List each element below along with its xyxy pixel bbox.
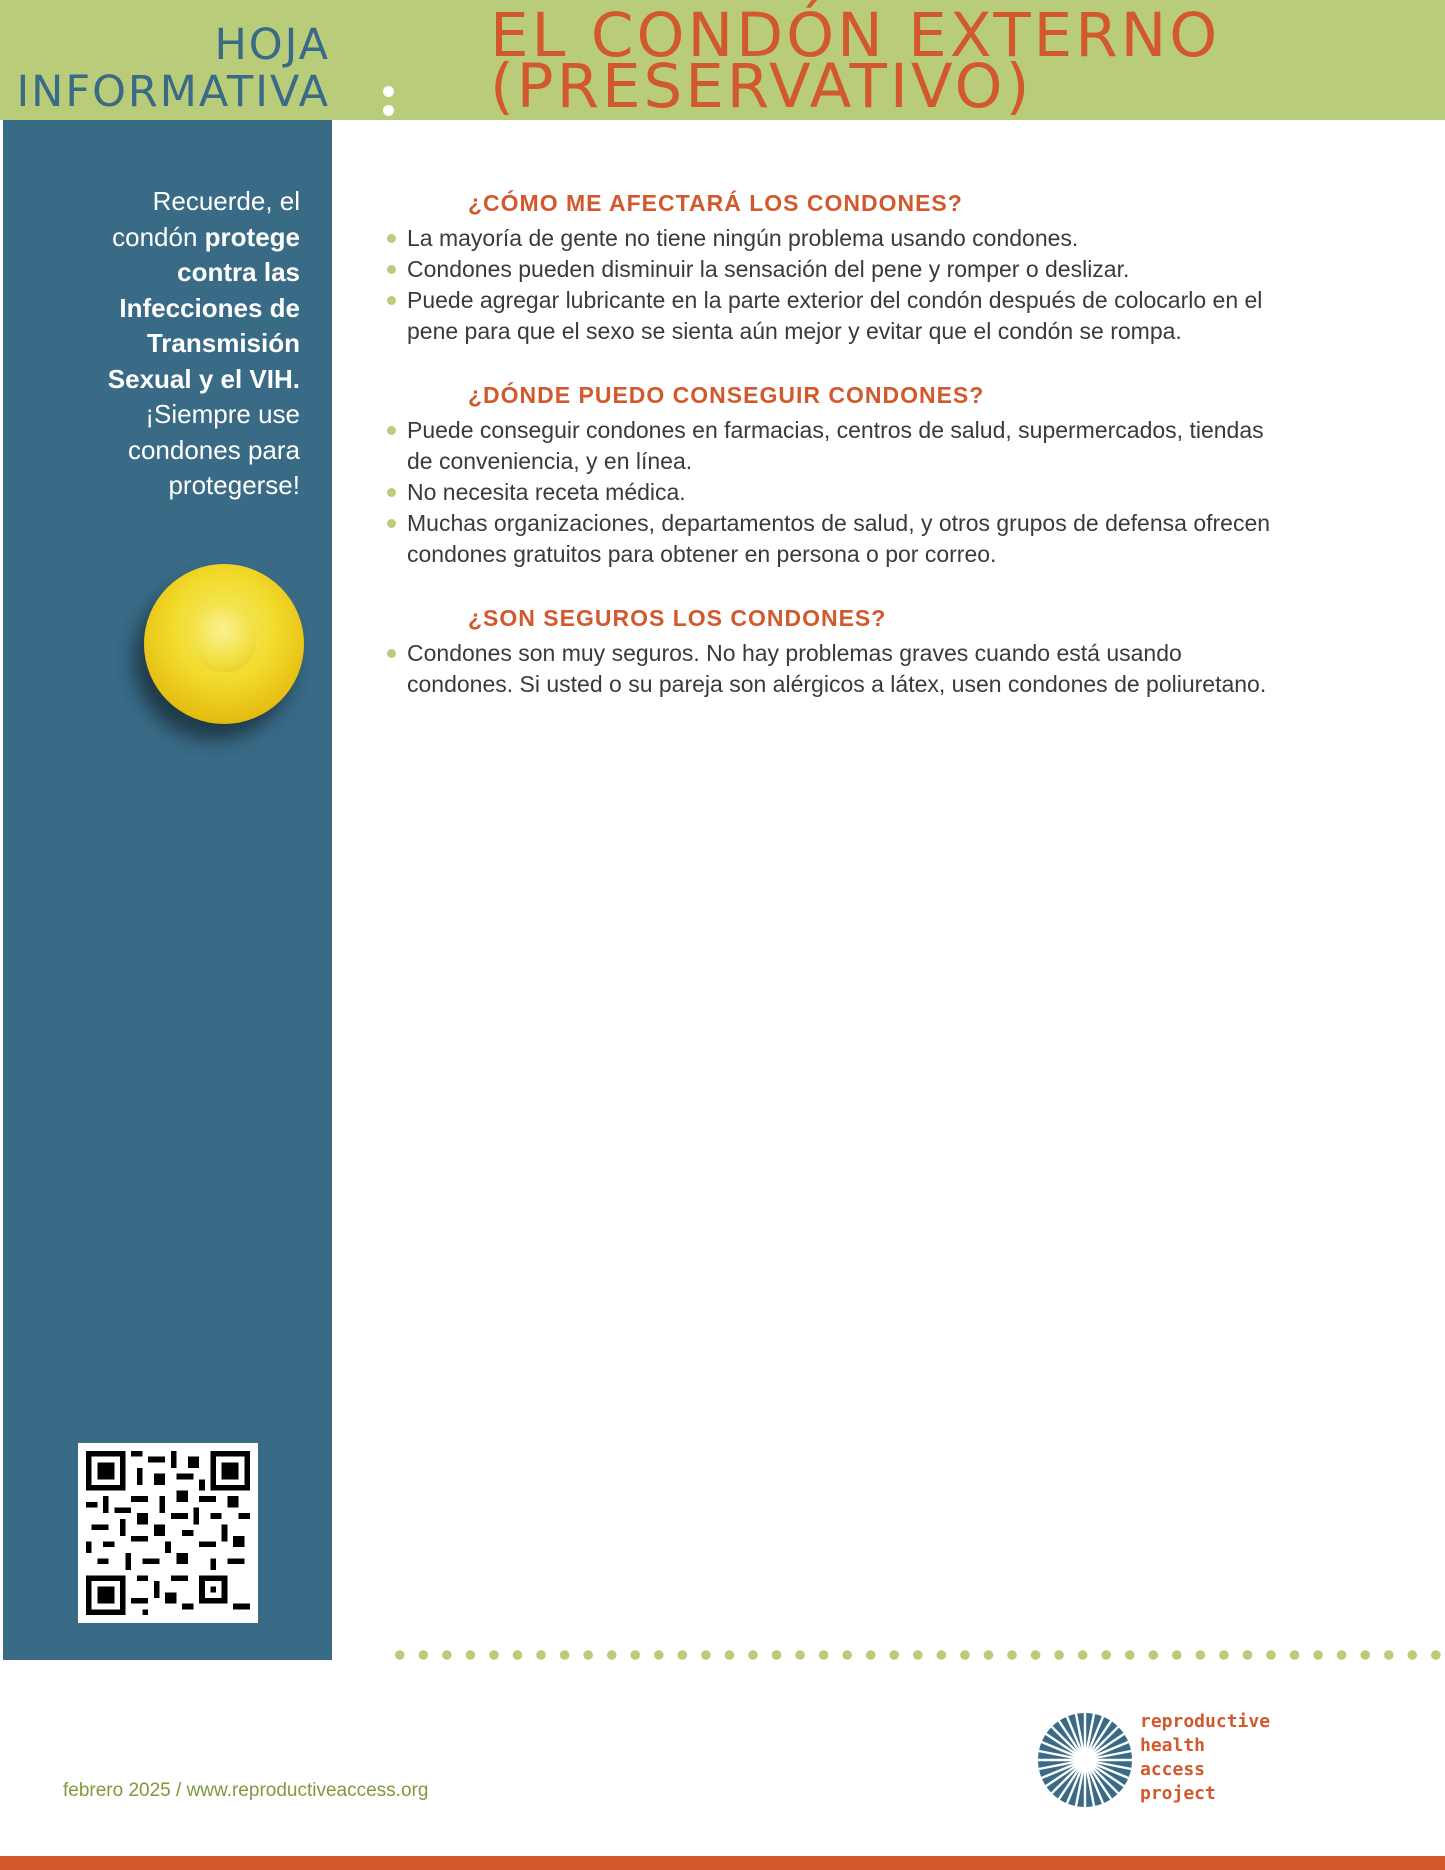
sidebar-message-line: condones para — [127, 434, 300, 465]
section-title: ¿DÓNDE PUEDO CONSEGUIR CONDONES? — [468, 382, 985, 408]
list-item: Condones son muy seguros. No hay problemas graves cuando está usando condones. Si usted o su pareja son alérgicos a látex, usen condones de poliuretano. — [385, 638, 1285, 700]
qr-code-icon — [86, 1451, 250, 1615]
colon-separator — [381, 74, 395, 118]
title-line1: EL CONDÓN EXTERNO — [490, 0, 1221, 71]
sidebar-message-line: Recuerde, el — [152, 186, 300, 216]
main-content — [385, 188, 1285, 733]
doc-type-label — [16, 22, 330, 116]
logo-line: project — [1140, 1783, 1216, 1804]
sidebar-message-line: ¡Siempre use — [145, 399, 300, 429]
dotted-divider — [388, 1649, 1445, 1661]
page-title — [490, 0, 1221, 122]
logo-line: health — [1140, 1735, 1206, 1756]
list-item: Condones pueden disminuir la sensación del pene y romper o deslizar. — [385, 254, 1285, 285]
sidebar-message — [40, 184, 300, 504]
sidebar-message-line: Transmisión — [146, 328, 300, 358]
section-title: ¿CÓMO ME AFECTARÁ LOS CONDONES? — [468, 190, 963, 216]
section-are-safe — [385, 603, 1285, 700]
sidebar-message-line: Sexual y el VIH. — [107, 363, 300, 394]
list-item: Muchas organizaciones, departamentos de salud, y otros grupos de defensa ofrecen condones gratuitos para obtener en persona o por correo. — [385, 508, 1285, 570]
doc-type-line2: INFORMATIVA — [16, 67, 330, 117]
logo-line: access — [1140, 1759, 1206, 1780]
section-how-affect — [385, 188, 1285, 347]
sidebar-message-line: condón protege — [112, 221, 300, 252]
qr-code[interactable] — [78, 1443, 258, 1623]
bullet-list — [385, 415, 1285, 570]
sidebar-message-line: protegerse! — [168, 470, 300, 500]
sidebar-message-line: Infecciones de — [119, 292, 300, 323]
list-item: La mayoría de gente no tiene ningún problema usando condones. — [385, 223, 1285, 254]
bottom-bar — [0, 1856, 1445, 1870]
starburst-logo-icon — [1035, 1710, 1135, 1810]
footer-date-url[interactable]: febrero 2025 / www.reproductiveaccess.org — [63, 1780, 429, 1801]
section-where-get — [385, 380, 1285, 570]
doc-type-line1: HOJA — [214, 20, 330, 70]
list-item: Puede conseguir condones en farmacias, centros de salud, supermercados, tiendas de conveniencia, y en línea. — [385, 415, 1285, 477]
logo-wordmark — [1140, 1710, 1270, 1806]
condom-image — [144, 564, 304, 724]
logo-line: reproductive — [1140, 1711, 1271, 1732]
title-line2: (PRESERVATIVO) — [490, 51, 1033, 122]
list-item: No necesita receta médica. — [385, 477, 1285, 508]
bullet-list — [385, 638, 1285, 700]
sidebar-message-line: contra las — [177, 257, 300, 287]
bullet-list — [385, 223, 1285, 347]
list-item: Puede agregar lubricante en la parte exterior del condón después de colocarlo en el pene para que el sexo se sienta aún mejor y evitar que el condón se rompa. — [385, 285, 1285, 347]
section-title: ¿SON SEGUROS LOS CONDONES? — [468, 605, 887, 631]
